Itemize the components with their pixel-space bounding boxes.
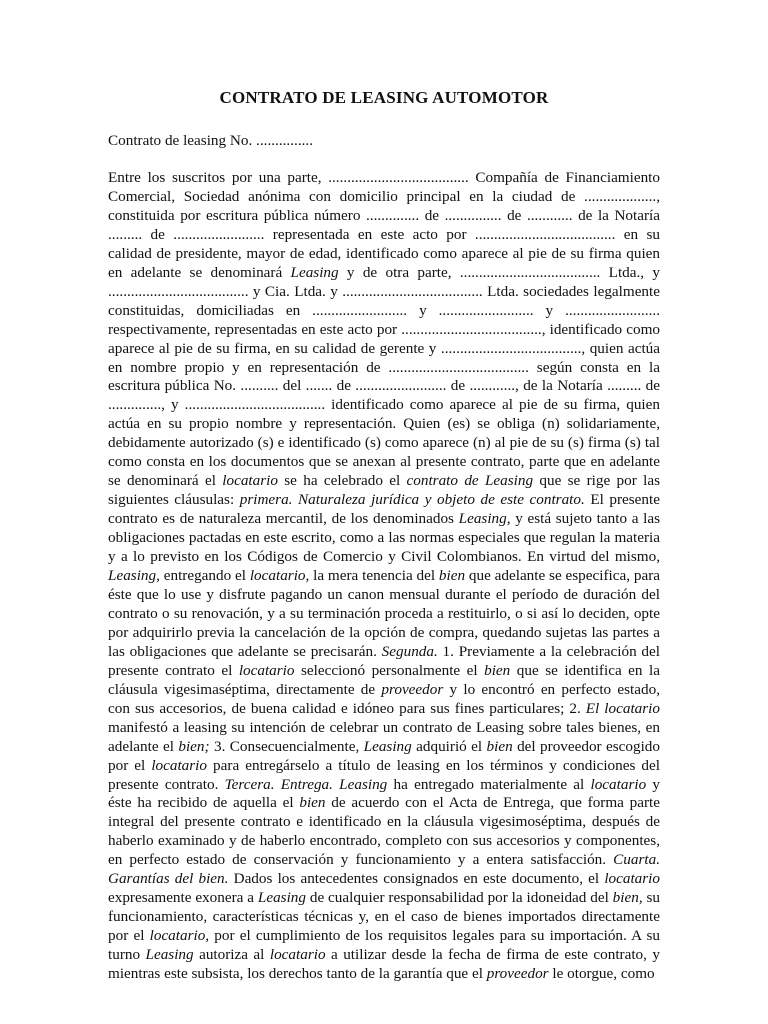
body-run: autoriza al — [193, 946, 270, 964]
body-run: la mera tenencia del — [309, 567, 439, 585]
body-run: del proveedor escogido por el — [108, 737, 660, 774]
italic-term: bien; — [178, 737, 210, 755]
italic-term: Leasing, — [458, 510, 511, 528]
document-title: CONTRATO DE LEASING AUTOMOTOR — [219, 88, 549, 107]
italic-term: locatario — [269, 946, 326, 964]
italic-term: bien — [484, 661, 511, 679]
body-run: por el cumplimiento de los requisitos legales para su importación. A su turno — [108, 927, 660, 964]
body-run: de cualquier responsabilidad por la idoneidad del — [305, 889, 613, 907]
italic-term: Segunda. — [381, 642, 438, 660]
body-run: y éste ha recibido de aquella el — [108, 775, 660, 812]
italic-term: El locatario — [585, 699, 660, 717]
body-run: manifestó a leasing su intención de celebrar un contrato de Leasing sobre tales bienes, en adelante el — [108, 718, 660, 755]
body-run: que se identifica en la cláusula vigesimaséptima, directamente de — [108, 661, 660, 698]
italic-term: proveedor — [381, 680, 444, 698]
body-run: seleccionó personalmente el — [294, 661, 485, 679]
italic-term: Leasing — [257, 889, 306, 907]
italic-term: Tercera. Entrega. Leasing — [224, 775, 388, 793]
body-run: El presente contrato es de naturaleza mercantil, de los denominados — [108, 491, 660, 528]
contract-body-text — [108, 169, 660, 984]
body-run: y lo encontró en perfecto estado, con sus accesorios, de buena calidad e idóneo para sus fines particulares; 2. — [108, 680, 661, 717]
body-run: Dados los antecedentes consignados en este documento, el — [228, 870, 605, 888]
italic-term: contrato de Leasing — [406, 472, 534, 490]
italic-term: bien, — [612, 889, 643, 907]
body-run: 3. Consecuencialmente, — [209, 737, 364, 755]
body-run: adquirió el — [411, 737, 487, 755]
italic-term: primera. Naturaleza jurídica y objeto de este contrato. — [239, 491, 585, 509]
contract-number-line: Contrato de leasing No. ............... — [108, 132, 314, 149]
italic-term: locatario, — [249, 567, 310, 585]
italic-term: Leasing, — [108, 567, 160, 585]
body-run: se ha celebrado el — [277, 472, 407, 490]
body-run: expresamente exonera a — [108, 889, 258, 907]
body-run: y de otra parte, ..................................... Ltda., y ..................................... y Cia. Ltda. y ..................................... Ltda. sociedades legalmente constituidas, domiciliadas en ......................... y ......................... y ......................... respectivamente, representadas en este acto por ....................................., identificado como aparece al pie de su firma, en su calidad de gerente y ....................................., quien actúa en nombre propio y en representación de ..................................... según consta en la escritura pública No. .......... del ....... de ........................ de ............, de la Notaría ......... de .............., y ..................................... identificado como aparece al pie de su firma, quien actúa en su propio nombre y representación. Quien (es) se obliga (n) solidariamente, debidamente autorizado (s) e identificado (s) como aparece (n) al pie de su (s) firma (s) tal como consta en los documentos que se anexan al presente contrato, parte que en adelante se denominará el — [108, 263, 660, 490]
body-run: le otorgue, como — [548, 965, 655, 983]
italic-term: bien — [438, 567, 466, 585]
body-run: de acuerdo con el Acta de Entrega, que forma parte integral del presente contrato e identificado en la cláusula vigesimoséptima, después de haberlo examinado y de haberlo encontrado, completo con sus accesorios y componentes, en perfecto estado de conservación y funcionamiento y a entera satisfacción. — [108, 794, 660, 869]
italic-term: locatario — [590, 775, 647, 793]
body-run: para entregárselo a título de leasing en los términos y condiciones del presente contrato. — [108, 756, 660, 793]
body-run: que adelante se especifica, para éste que lo use y disfrute pagando un canon mensual durante el período de duración del contrato o su renovación, y a su terminación proceda a restituirlo, o si así lo deciden, opte por adquirirlo previa la cancelación de la opción de compra, quedando sujetas las partes a las obligaciones que adelante se precisarán. — [108, 567, 660, 660]
body-run: Entre los suscritos por una parte, ..................................... Compañía de Financiamiento Comercial, Sociedad anónima con domicilio principal en la ciudad de ..................., constituida por escritura pública número .............. de ............... de ............ de la Notaría ......... de ........................ representada en este acto por ..................................... en su calidad de presidente, mayor de edad, identificado como aparece al pie de su firma quien en adelante se denominará — [108, 169, 660, 281]
body-run: entregando el — [159, 567, 250, 585]
italic-term: locatario — [238, 661, 295, 679]
italic-term: Leasing — [145, 946, 194, 964]
body-run: ha entregado materialmente al — [387, 775, 591, 793]
body-run: su funcionamiento, características técnicas y, en el caso de bienes importados directamente por el — [108, 889, 660, 945]
italic-term: Leasing — [290, 263, 339, 281]
body-run: a utilizar desde la fecha de firma de este contrato, y mientras este subsista, los derechos tanto de la garantía que el — [108, 946, 660, 983]
italic-term: locatario — [222, 472, 278, 490]
italic-term: locatario, — [149, 927, 210, 945]
italic-term: locatario — [151, 756, 207, 774]
italic-term: Cuarta. Garantías del bien. — [108, 851, 660, 888]
body-run: y está sujeto tanto a las obligaciones pactadas en este escrito, como a las normas especiales que regulan la materia y a lo previsto en los Códigos de Comercio y Civil Colombianos. En virtud del mismo, — [108, 510, 660, 566]
italic-term: locatario — [604, 870, 660, 888]
italic-term: Leasing — [363, 737, 412, 755]
italic-term: proveedor — [486, 965, 549, 983]
body-run: que se rige por las siguientes cláusulas: — [108, 472, 660, 509]
body-run: 1. Previamente a la celebración del presente contrato el — [108, 642, 660, 679]
italic-term: bien — [486, 737, 513, 755]
italic-term: bien — [299, 794, 326, 812]
